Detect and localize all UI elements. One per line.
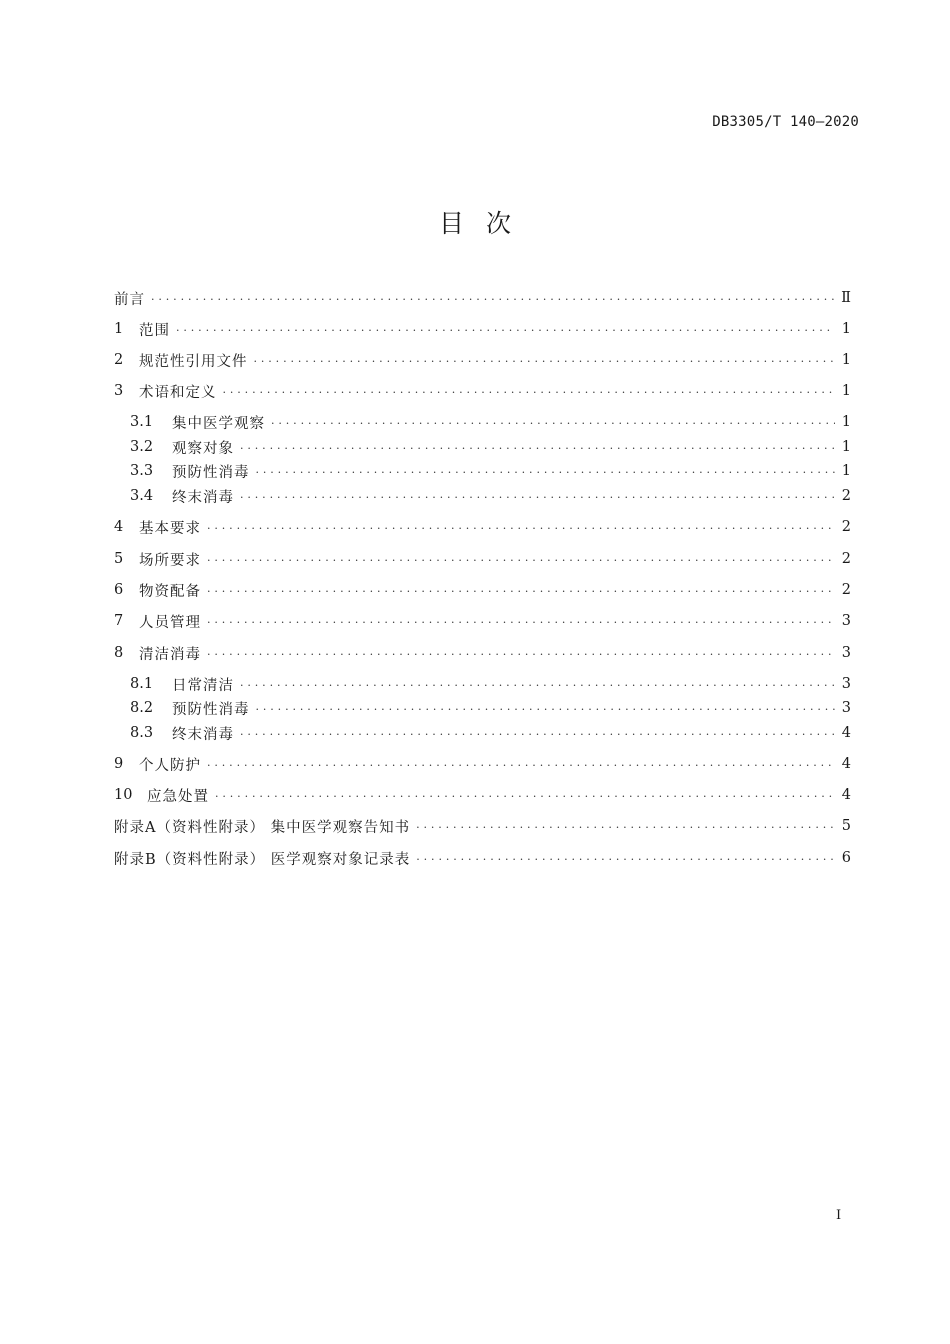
toc-entry-label: 场所要求	[139, 552, 201, 569]
toc-leader-dots	[176, 317, 835, 341]
toc-leader-dots	[240, 672, 835, 696]
toc-leader-dots	[256, 696, 836, 720]
toc-leader-dots	[416, 846, 835, 870]
toc-entry-number: 8.3	[130, 725, 154, 741]
toc-entry-9[interactable]	[114, 752, 851, 776]
toc-entry-page: 1	[841, 321, 851, 337]
toc-entry-page: 4	[841, 787, 851, 803]
toc-leader-dots	[151, 286, 835, 310]
toc-entry-8[interactable]	[114, 641, 851, 665]
toc-entry-label: 术语和定义	[139, 384, 217, 401]
toc-entry-number: 7	[114, 613, 124, 629]
toc-entry-page: 1	[841, 439, 851, 455]
toc-entry-label: 范围	[139, 322, 170, 339]
toc-leader-dots	[207, 547, 835, 571]
toc-entry-8-3[interactable]	[130, 721, 851, 745]
toc-leader-dots	[215, 783, 835, 807]
toc-entry-label: 日常清洁	[172, 677, 234, 694]
toc-entry-page: 4	[841, 756, 851, 772]
toc-entry-label: 终末消毒	[172, 726, 234, 743]
toc-entry-3-3[interactable]	[130, 459, 851, 483]
toc-entry-label: 集中医学观察	[172, 415, 265, 432]
toc-entry-number: 4	[114, 519, 124, 535]
toc-entry-page: 2	[841, 551, 851, 567]
toc-leader-dots	[256, 459, 836, 483]
toc-entry-8-1[interactable]	[130, 672, 851, 696]
toc-entry-number: 5	[114, 551, 124, 567]
toc-entry-4[interactable]	[114, 515, 851, 539]
toc-entry-foreword[interactable]	[114, 286, 851, 310]
toc-entry-3-2[interactable]	[130, 435, 851, 459]
toc-entry-label: 个人防护	[139, 757, 201, 774]
toc-entry-page: 3	[841, 700, 851, 716]
toc-entry-page: 6	[841, 850, 851, 866]
toc-entry-5[interactable]	[114, 547, 851, 571]
toc-entry-number: 6	[114, 582, 124, 598]
toc-leader-dots	[223, 379, 836, 403]
toc-leader-dots	[240, 484, 835, 508]
toc-entry-label: 人员管理	[139, 614, 201, 631]
toc-entry-page: 3	[841, 645, 851, 661]
toc-leader-dots	[207, 609, 835, 633]
toc-entry-label: 前言	[114, 291, 145, 308]
toc-entry-page: 1	[841, 352, 851, 368]
toc-entry-label: 预防性消毒	[172, 701, 250, 718]
toc-entry-8-2[interactable]	[130, 696, 851, 720]
toc-entry-3-1[interactable]	[130, 410, 851, 434]
toc-entry-appendix-b[interactable]	[114, 846, 851, 870]
toc-leader-dots	[207, 752, 835, 776]
toc-entry-page: 3	[841, 676, 851, 692]
toc-title: 目次	[438, 209, 533, 238]
toc-entry-page: 2	[841, 488, 851, 504]
toc-entry-page: Ⅱ	[841, 290, 851, 306]
toc-leader-dots	[240, 721, 835, 745]
toc-entry-2[interactable]	[114, 348, 851, 372]
toc-entry-number: 3.2	[130, 439, 154, 455]
toc-leader-dots	[254, 348, 836, 372]
toc-leader-dots	[207, 578, 835, 602]
toc-entry-page: 2	[841, 519, 851, 535]
toc-entry-label: 终末消毒	[172, 489, 234, 506]
toc-entry-page: 1	[841, 414, 851, 430]
page-number: I	[836, 1208, 842, 1223]
toc-entry-label: 观察对象	[172, 440, 234, 457]
toc-entry-number: 8.1	[130, 676, 154, 692]
toc-leader-dots	[240, 435, 835, 459]
toc-leader-dots	[207, 515, 835, 539]
toc-entry-number: 3.4	[130, 488, 154, 504]
toc-entry-3[interactable]	[114, 379, 851, 403]
toc-entry-number: 8	[114, 645, 124, 661]
toc-entry-page: 1	[841, 383, 851, 399]
toc-entry-page: 5	[841, 818, 851, 834]
toc-entry-number: 2	[114, 352, 124, 368]
toc-entry-number: 8.2	[130, 700, 154, 716]
toc-leader-dots	[416, 814, 835, 838]
toc-entry-label: 附录B（资料性附录） 医学观察对象记录表	[114, 851, 411, 868]
toc-entry-label: 清洁消毒	[139, 646, 201, 663]
toc-entry-page: 3	[841, 613, 851, 629]
toc-entry-3-4[interactable]	[130, 484, 851, 508]
toc-entry-number: 9	[114, 756, 124, 772]
toc-leader-dots	[271, 410, 835, 434]
document-code: DB3305/T 140—2020	[712, 114, 859, 130]
toc-entry-number: 3.1	[130, 414, 154, 430]
toc-entry-6[interactable]	[114, 578, 851, 602]
toc-entry-label: 预防性消毒	[172, 464, 250, 481]
toc-entry-number: 3.3	[130, 463, 154, 479]
toc-entry-label: 附录A（资料性附录） 集中医学观察告知书	[114, 819, 411, 836]
toc-entry-7[interactable]	[114, 609, 851, 633]
toc-entry-number: 10	[114, 787, 133, 803]
toc-entry-label: 应急处置	[147, 788, 209, 805]
toc-leader-dots	[207, 641, 835, 665]
toc-entry-10[interactable]	[114, 783, 851, 807]
toc-entry-appendix-a[interactable]	[114, 814, 851, 838]
toc-entry-label: 基本要求	[139, 520, 201, 537]
toc-entry-number: 1	[114, 321, 124, 337]
toc-entry-page: 2	[841, 582, 851, 598]
toc-entry-label: 规范性引用文件	[139, 353, 248, 370]
toc-entry-1[interactable]	[114, 317, 851, 341]
toc-entry-number: 3	[114, 383, 124, 399]
toc-entry-page: 4	[841, 725, 851, 741]
toc-entry-page: 1	[841, 463, 851, 479]
toc-entry-label: 物资配备	[139, 583, 201, 600]
